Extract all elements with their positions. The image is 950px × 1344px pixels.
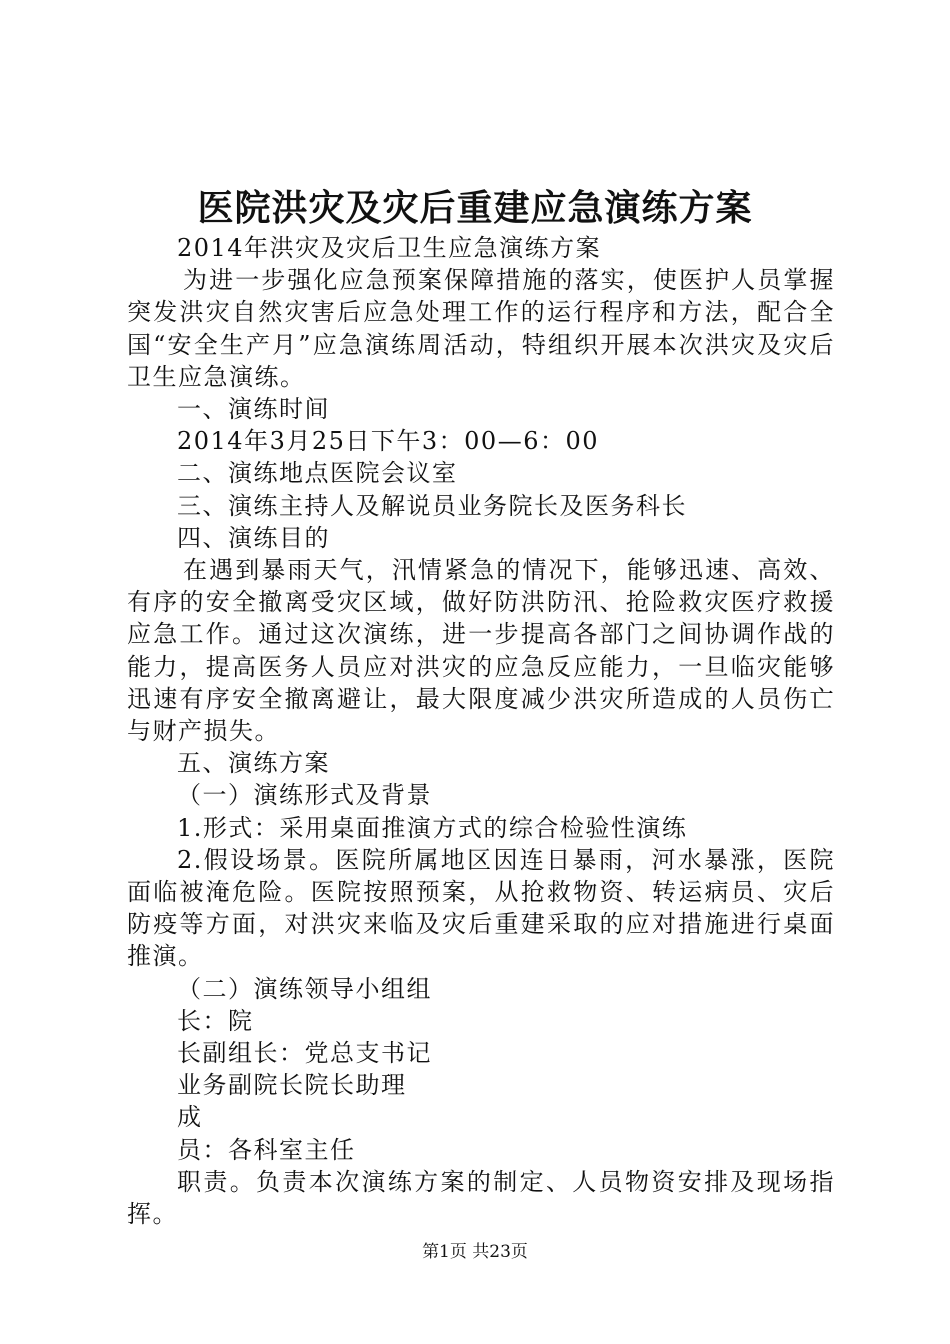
paragraph-drill-scenario: 2.假设场景。医院所属地区因连日暴雨，河水暴涨，医院面临被淹危险。医院按照预案，从抢救物资、转运病员、灾后防疫等方面，对洪灾来临及灾后重建采取的应对措施进行桌面推演。 [127,845,835,971]
paragraph-subtitle: 2014年洪灾及灾后卫生应急演练方案 [177,234,602,262]
heading-drill-purpose: 四、演练目的 [177,523,330,552]
paragraph-deputy-leader: 长副组长：党总支书记 [177,1039,432,1068]
heading-drill-plan: 五、演练方案 [177,749,330,778]
heading-drill-form: （一）演练形式及背景 [177,781,432,810]
paragraph-intro: 为进一步强化应急预案保障措施的落实，使医护人员掌握突发洪灾自然灾害后应急处理工作的运行程序和方法，配合全国“安全生产月”应急演练周活动，特组织开展本次洪灾及灾后卫生应急演练。 [127,266,835,391]
paragraph-responsibilities: 职责。负责本次演练方案的制定、人员物资安排及现场指挥。 [127,1167,835,1229]
paragraph-drill-form: 1.形式：采用桌面推演方式的综合检验性演练 [177,813,688,842]
heading-drill-location: 二、演练地点医院会议室 [177,459,458,488]
document-title: 医院洪灾及灾后重建应急演练方案 [197,187,753,229]
heading-drill-time: 一、演练时间 [177,395,330,424]
paragraph-group-leader: 长：院 [177,1006,254,1035]
heading-drill-host: 三、演练主持人及解说员业务院长及医务科长 [177,491,687,520]
paragraph-members: 员：各科室主任 [177,1135,356,1164]
paragraph-drill-purpose: 在遇到暴雨天气，汛情紧急的情况下，能够迅速、高效、有序的安全撤离受灾区域，做好防洪防汛、抢险救灾医疗救援应急工作。通过这次演练，进一步提高各部门之间协调作战的能力，提高医务人员应对洪灾的应急反应能力，一旦临灾能够迅速有序安全撤离避让，最大限度减少洪灾所造成的人员伤亡与财产损失。 [127,556,835,746]
paragraph-drill-time: 2014年3月25日下午3：00—6：00 [177,427,600,456]
document-body [127,232,835,1230]
heading-leadership-group: （二）演练领导小组组 [177,974,432,1003]
page-footer: 第1页 共23页 [422,1242,528,1262]
paragraph-deputy-names: 业务副院长院长助理 [177,1071,407,1100]
paragraph-member-label: 成 [177,1103,203,1132]
